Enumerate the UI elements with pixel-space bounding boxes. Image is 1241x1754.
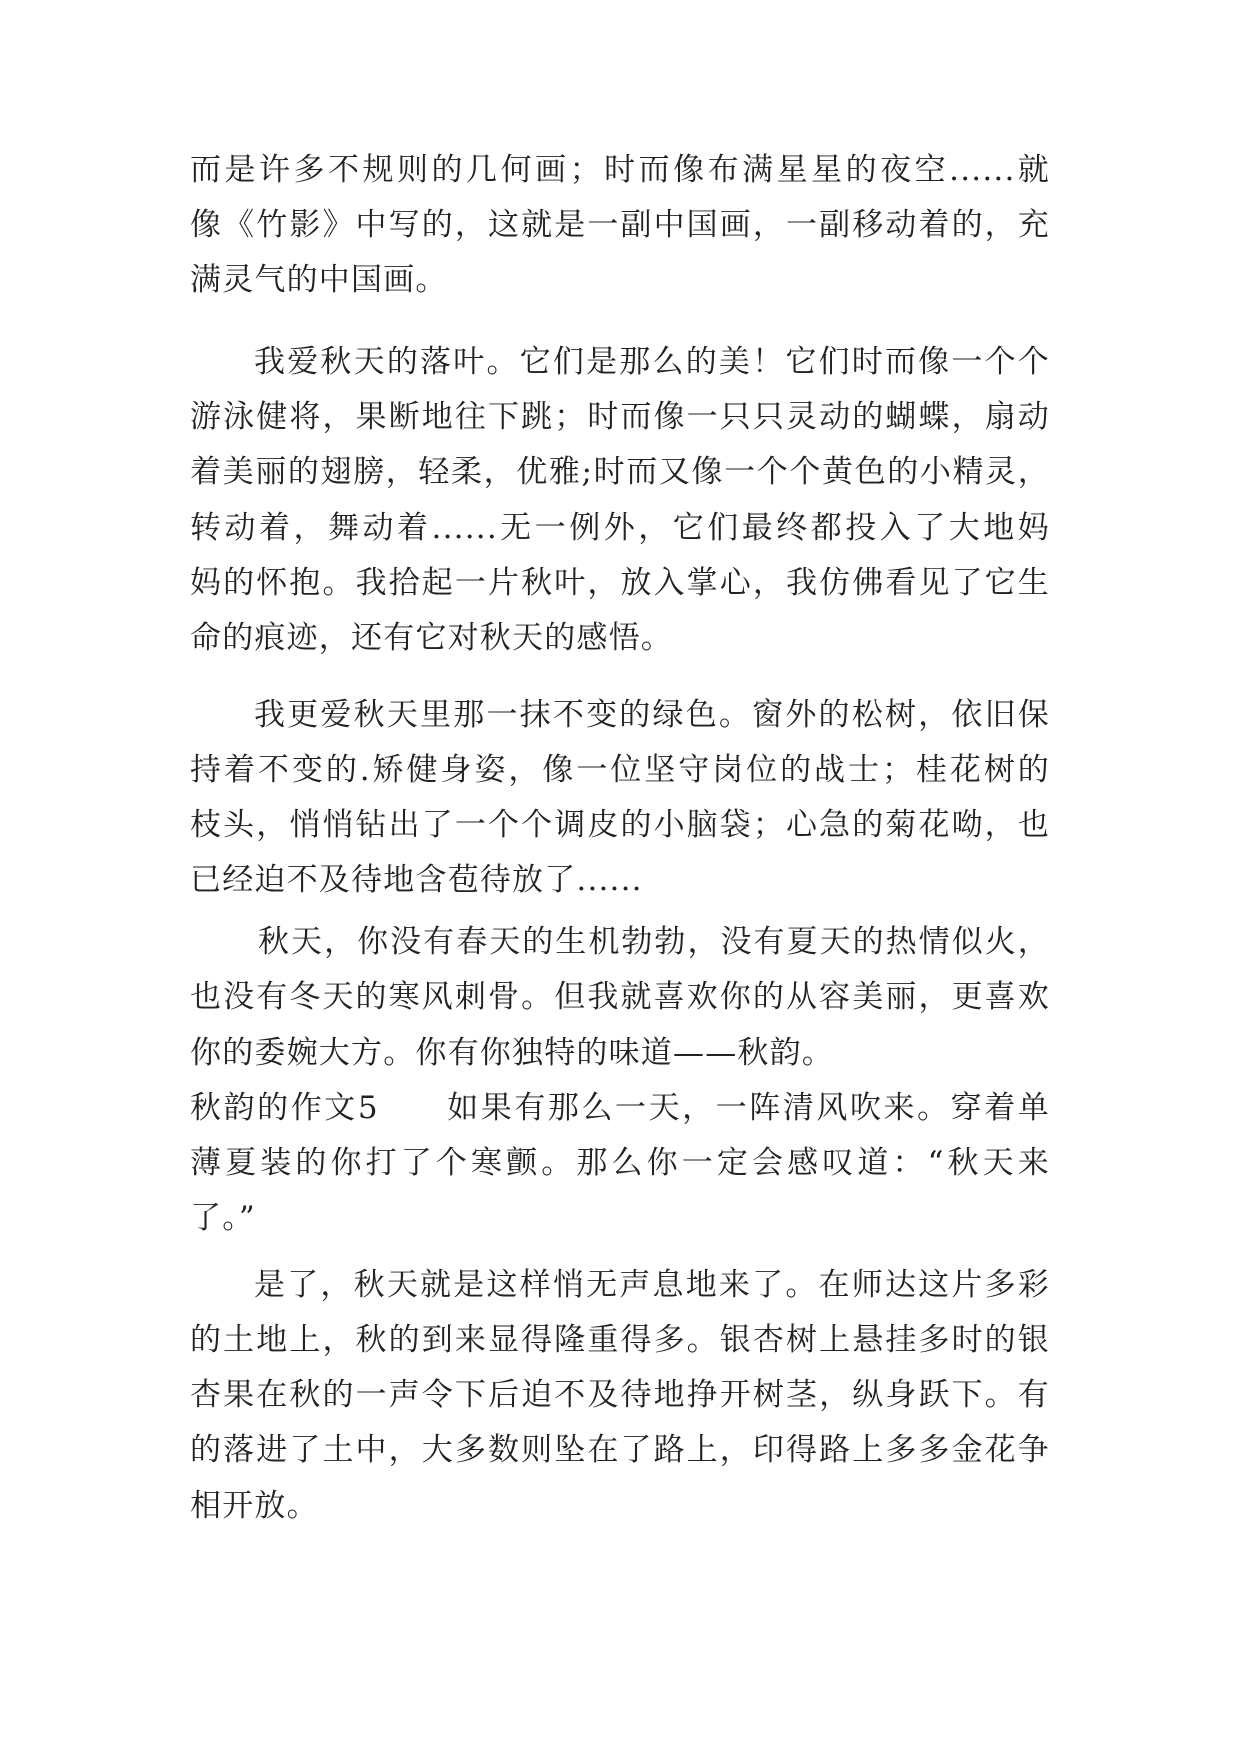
paragraph-2-line-1: 我爱秋天的落叶。它们是那么的美！它们时而像一个个 xyxy=(254,344,1050,380)
text-line-18: 薄夏装的你打了个寒颤。那么你一定会感叹道：“秋天来 xyxy=(190,1145,1050,1181)
text-line-24: 相开放。 xyxy=(190,1488,319,1524)
text-line-7: 转动着，舞动着......无一例外，它们最终都投入了大地妈 xyxy=(190,510,1050,546)
text-line-3: 满灵气的中国画。 xyxy=(190,262,448,298)
paragraph-6-line-1: 是了，秋天就是这样悄无声息地来了。在师达这片多彩 xyxy=(254,1267,1050,1303)
text-line-1: 而是许多不规则的几何画；时而像布满星星的夜空......就 xyxy=(190,152,1050,188)
text-line-23: 的落进了土中，大多数则坠在了路上，印得路上多多金花争 xyxy=(190,1432,1050,1468)
text-line-15: 也没有冬天的寒风刺骨。但我就喜欢你的从容美丽，更喜欢 xyxy=(190,979,1050,1015)
text-line-19: 了。” xyxy=(190,1200,256,1236)
text-line-16: 你的委婉大方。你有你独特的味道——秋韵。 xyxy=(190,1035,834,1071)
text-line-11: 持着不变的.矫健身姿，像一位坚守岗位的战士；桂花树的 xyxy=(190,752,1050,788)
paragraph-3-line-1: 我更爱秋天里那一抹不变的绿色。窗外的松树，依旧保 xyxy=(254,697,1050,733)
text-line-12: 枝头，悄悄钻出了一个个调皮的小脑袋；心急的菊花呦，也 xyxy=(190,807,1050,843)
paragraph-4-line-1: 秋天，你没有春天的生机勃勃，没有夏天的热情似火， xyxy=(258,924,1050,960)
text-line-22: 杏果在秋的一声令下后迫不及待地挣开树茎，纵身跃下。有 xyxy=(190,1377,1050,1413)
text-line-8: 妈的怀抱。我拾起一片秋叶，放入掌心，我仿佛看见了它生 xyxy=(190,565,1050,601)
text-line-6: 着美丽的翅膀，轻柔，优雅;时而又像一个个黄色的小精灵， xyxy=(190,454,1050,490)
text-line-9: 命的痕迹，还有它对秋天的感悟。 xyxy=(190,620,673,656)
text-line-5: 游泳健将，果断地往下跳；时而像一只只灵动的蝴蝶，扇动 xyxy=(190,399,1050,435)
section-heading-line: 秋韵的作文5 如果有那么一天，一阵清风吹来。穿着单 xyxy=(190,1090,1050,1126)
text-line-21: 的土地上，秋的到来显得隆重得多。银杏树上悬挂多时的银 xyxy=(190,1322,1050,1358)
text-line-13: 已经迫不及待地含苞待放了...... xyxy=(190,862,643,898)
text-line-2: 像《竹影》中写的，这就是一副中国画，一副移动着的，充 xyxy=(190,207,1050,243)
